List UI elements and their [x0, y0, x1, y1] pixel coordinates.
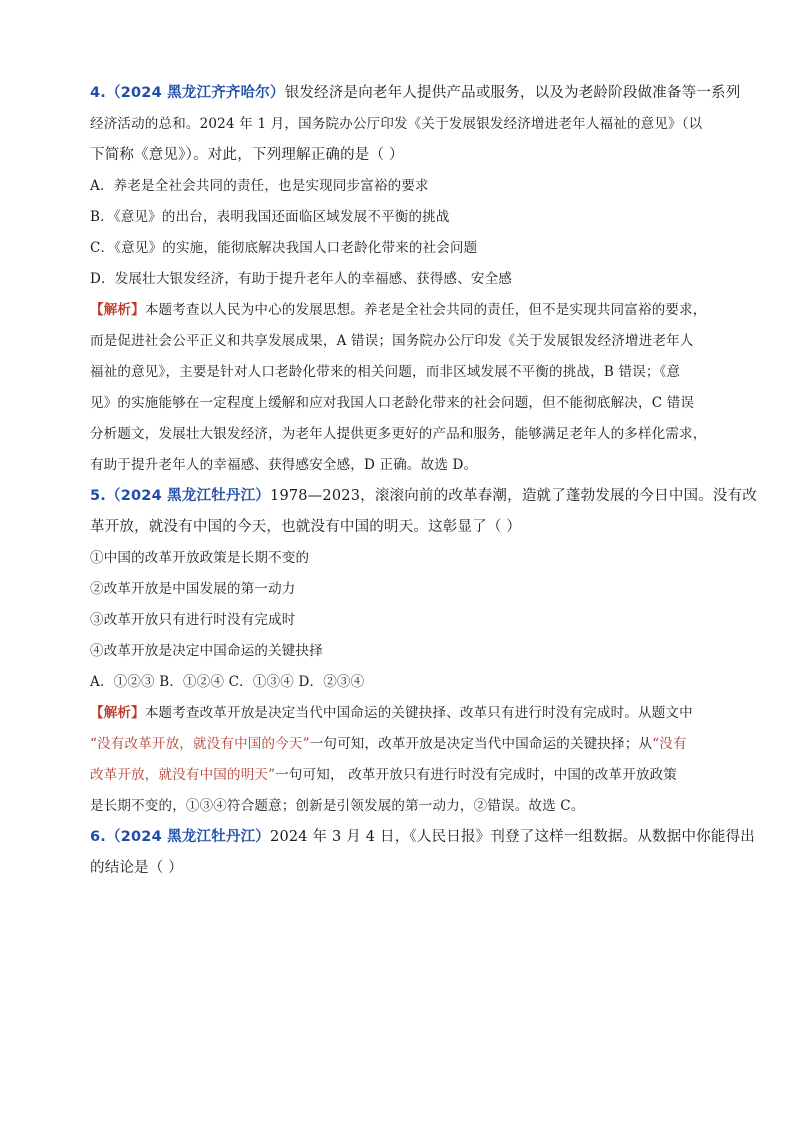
- q5-item-2: ②改革开放是中国发展的第一动力: [90, 581, 296, 597]
- question-number: 4.: [90, 85, 106, 101]
- q5-analysis-line-2: [90, 729, 708, 760]
- q5-stem-line-2: 革开放，就没有中国的今天，也就没有中国的明天。这彰显了（ ）: [90, 519, 522, 535]
- q4-option-a: A．养老是全社会共同的责任，也是实现同步富裕的要求: [90, 178, 429, 194]
- question-stem: 银发经济是向老年人提供产品或服务，以及为老龄阶段做准备等一系列: [284, 85, 741, 101]
- q4-analysis-line-6: 有助于提升老年人的幸福感、获得感安全感，D 正确。故选 D。: [90, 457, 478, 473]
- q6-stem-line-1: [90, 822, 755, 853]
- analysis-tag: 【解析】: [90, 302, 145, 318]
- analysis-text: 本题考查改革开放是决定当代中国命运的关键抉择、改革只有进行时没有完成时。从题文中: [144, 705, 693, 721]
- q5-item-1: ①中国的改革开放政策是长期不变的: [90, 550, 310, 566]
- q5-stem-line-1: [90, 481, 758, 512]
- q5-item-3: ③改革开放只有进行时没有完成时: [90, 612, 296, 628]
- document-page: [90, 78, 758, 884]
- q4-option-b: B．《意见》的出台，表明我国还面临区域发展不平衡的挑战: [90, 209, 450, 225]
- q4-analysis-line-3: 福祉的意见》，主要是针对人口老龄化带来的相关问题，而非区域发展不平衡的挑战，B 错误；《意: [90, 364, 681, 380]
- question-stem: 2024 年 3 月 4 日，《人民日报》刊登了这样一组数据。从数据中你能得出: [270, 829, 755, 845]
- q5-analysis-line-1: [90, 698, 708, 729]
- question-number: 5.: [90, 488, 106, 504]
- q4-analysis-line-1: [90, 295, 708, 326]
- analysis-tag: 【解析】: [90, 705, 145, 721]
- q5-analysis-line-3: [90, 760, 708, 791]
- q4-option-d: D．发展壮大银发经济，有助于提升老年人的幸福感、获得感、安全感: [90, 271, 513, 287]
- analysis-text: 一句可知，改革开放是决定当代中国命运的关键抉择；从: [309, 736, 653, 752]
- question-source: （2024 黑龙江牡丹江）: [106, 488, 271, 504]
- analysis-quote: “没有改革开放，就没有中国的今天”: [90, 736, 310, 752]
- q4-stem-line-2: 经济活动的总和。2024 年 1 月，国务院办公厅印发《关于发展银发经济增进老年人福祉的意见》（以: [90, 116, 703, 132]
- analysis-quote: “没有: [652, 736, 687, 752]
- analysis-quote: 改革开放，就没有中国的明天”: [90, 767, 276, 783]
- analysis-text: 本题考查以人民为中心的发展思想。养老是全社会共同的责任，但不是实现共同富裕的要求，: [144, 302, 707, 318]
- q4-analysis-line-5: 分析题文，发展壮大银发经济，为老年人提供更多更好的产品和服务，能够满足老年人的多样化需求，: [90, 426, 707, 442]
- q5-choices: A．①②③ B．①②④ C．①③④ D．②③④: [90, 674, 365, 690]
- question-source: （2024 黑龙江牡丹江）: [106, 829, 271, 845]
- q5-item-4: ④改革开放是决定中国命运的关键抉择: [90, 643, 323, 659]
- q4-option-c: C．《意见》的实施，能彻底解决我国人口老龄化带来的社会问题: [90, 240, 478, 256]
- q4-stem-line-1: [90, 78, 741, 109]
- analysis-text: 一句可知， 改革开放只有进行时没有完成时，中国的改革开放政策: [275, 767, 677, 783]
- q4-stem-line-3: 下简称《意见》）。对此，下列理解正确的是（ ）: [90, 147, 404, 163]
- question-stem: 1978—2023，滚滚向前的改革春潮，造就了蓬勃发展的今日中国。没有改: [270, 488, 758, 504]
- q5-analysis-line-4: 是长期不变的，①③④符合题意；创新是引领发展的第一动力，②错误。故选 C。: [90, 798, 585, 814]
- question-source: （2024 黑龙江齐齐哈尔）: [106, 85, 285, 101]
- question-number: 6.: [90, 829, 106, 845]
- q4-analysis-line-4: 见》的实施能够在一定程度上缓解和应对我国人口老龄化带来的社会问题，但不能彻底解决，C 错误: [90, 395, 695, 411]
- q4-analysis-line-2: 而是促进社会公平正义和共享发展成果，A 错误；国务院办公厅印发《关于发展银发经济增进老年人: [90, 333, 694, 349]
- q6-stem-line-2: 的结论是（ ）: [90, 860, 184, 876]
